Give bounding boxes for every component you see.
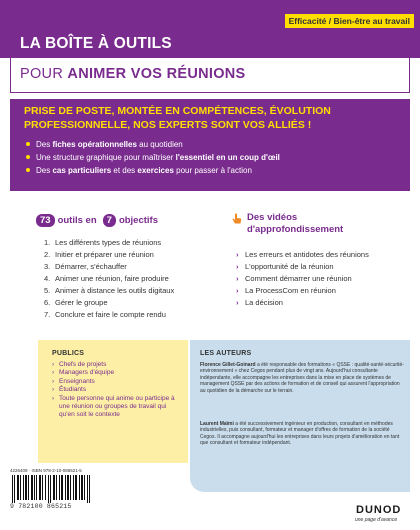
list-item: › Chefs de projets [52,361,182,369]
videos-heading-line1: Des vidéos [247,212,298,223]
author-name: Florence Gillet-Goinard [200,362,256,368]
list-item: 3. Démarrer, s'échauffer [44,262,127,271]
list-item: › Étudiants [52,386,182,394]
author-bio: Laurent Maïmi a été successivement ingénieur en production, consultant en méthodes industrielles, puis consultant, formateur et manager d'offres de formation de la société Cegos. Il accompagne aujourd'hui les entreprises dans leurs projets d'amélioration en tant que consultant et formateur indépendant. [200,421,400,447]
list-item: 6. Gérer le groupe [44,298,108,307]
authors-heading: LES AUTEURS [200,350,252,357]
publisher-tagline: une page d'avance [355,517,398,523]
videos-list [236,249,369,309]
subtitle-prefix: POUR [20,66,68,82]
publics-heading: PUBLICS [52,350,85,357]
book-subtitle [20,66,246,82]
publisher-logo: DUNOD [356,504,402,516]
author-bio: Florence Gillet-Goinard a été responsable des formations « QSSE : qualité-santé-sécurité-environnement » chez Cegos pendant plus de vingt ans. Aujourd'hui consultante indépendante, elle accompagne les entreprises dans la mise en place de systèmes de management QSSE par des actions de formation et de conseil qui assurent l'appropriation au quotidien de la démarche sur le terrain. [200,362,404,394]
objectives-list [44,237,174,321]
list-item: 7. Conclure et faire le compte rendu [44,310,166,319]
author-name: Laurent Maïmi [200,421,234,427]
list-item: 1. Les différents types de réunions [44,238,162,247]
isbn-label: 4226409 · ISBN 978-2-10-086521-5 [10,468,82,473]
list-item: › Les erreurs et antidotes des réunions [236,249,369,261]
objectives-label: objectifs [118,215,158,226]
publics-list [52,361,182,420]
videos-heading [247,212,343,236]
barcode-icon [10,475,92,503]
list-item: 4. Animer une réunion, faire produire [44,274,169,283]
hand-pointer-icon [232,213,242,225]
list-item: › Enseignants [52,378,182,386]
list-item: 5. Animer à distance les outils digitaux [44,286,175,295]
banner-feature-list [26,138,402,177]
list-item: › Toute personne qui anime ou participe à une réunion ou groupes de travail qui qu'en soit le contexte [52,395,182,420]
tools-objectives-heading [36,214,164,227]
list-item: 2. Initier et préparer une réunion [44,250,154,259]
subtitle-bold: ANIMER VOS RÉUNIONS [67,66,246,82]
list-item: › Managers d'équipe [52,369,182,377]
banner-feature: Des fiches opérationnelles au quotidien [26,138,402,151]
category-tag: Efficacité / Bien-être au travail [285,14,414,28]
tools-count-badge: 73 [36,214,55,227]
list-item: › La ProcessCom en réunion [236,285,369,297]
videos-heading-line2: d'approfondissement [247,224,344,235]
banner-feature: Une structure graphique pour maîtriser l'essentiel en un coup d'œil [26,151,402,164]
list-item: › L'opportunité de la réunion [236,261,369,273]
tools-count-label: outils en [57,215,97,226]
objectives-count-badge: 7 [103,214,116,227]
book-title: LA BOÎTE À OUTILS [20,35,172,52]
isbn-number: 9 782100 865215 [10,503,72,510]
list-item: › Comment démarrer une réunion [236,273,369,285]
banner-feature: Des cas particuliers et des exercices pour passer à l'action [26,164,402,177]
banner-headline: PRISE DE POSTE, MONTÉE EN COMPÉTENCES, ÉVOLUTION PROFESSIONNELLE, NOS EXPERTS SONT VOS ALLIÉS ! [24,105,331,131]
list-item: › La décision [236,297,369,309]
